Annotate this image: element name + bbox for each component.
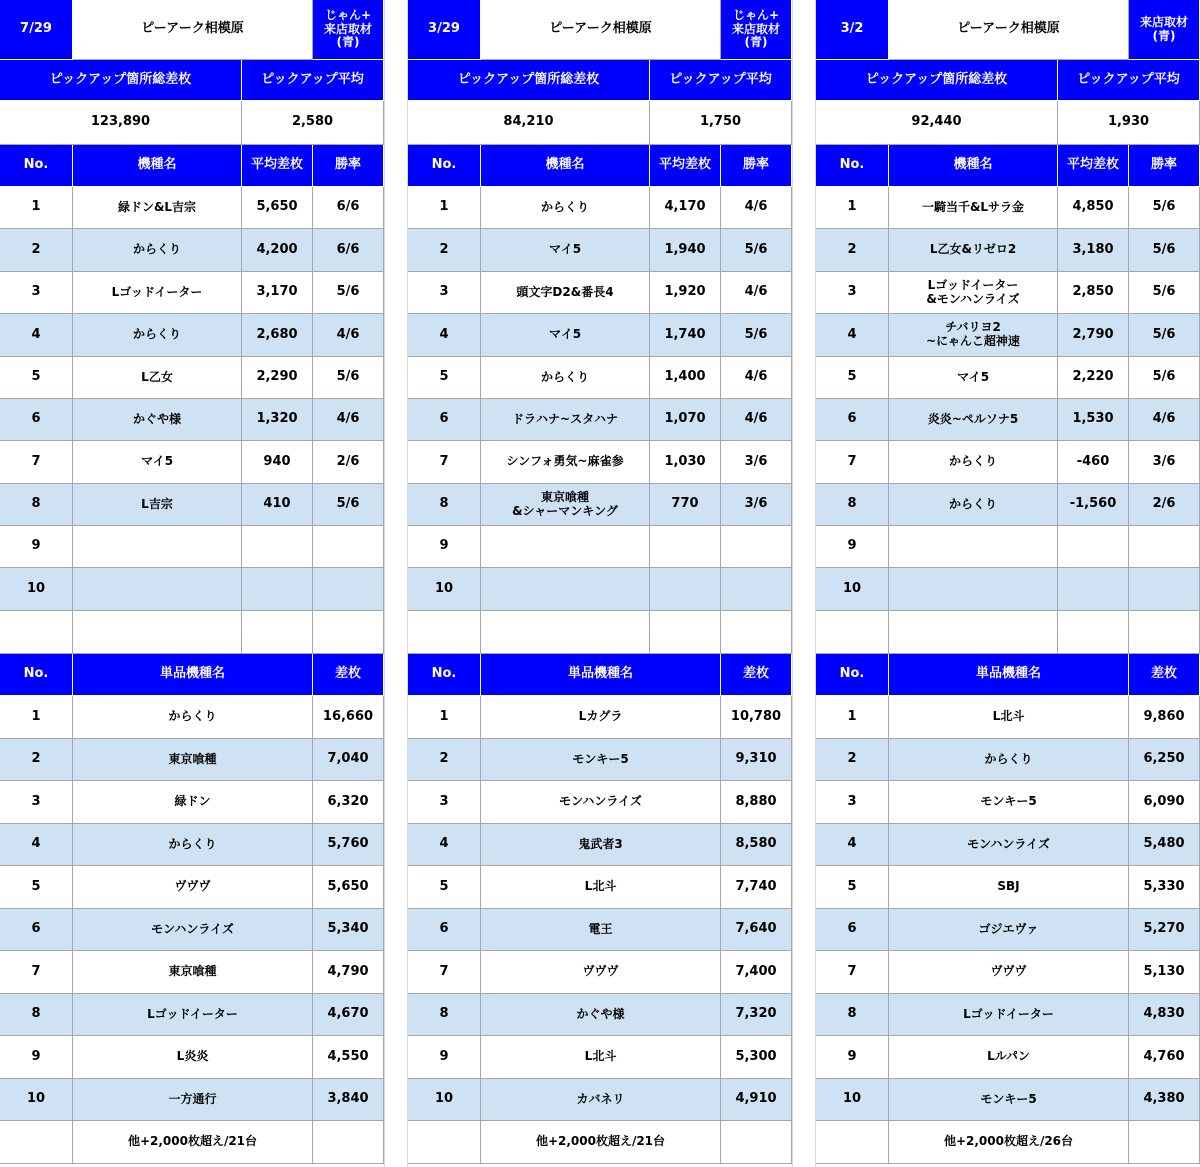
pickup-total-header: ピックアップ箇所総差枚	[816, 60, 1058, 101]
rank-no: 3	[408, 272, 481, 314]
single-model-name: ヴヴヴ	[73, 866, 313, 909]
single-diff: 6,320	[313, 781, 384, 824]
diff-header: 差枚	[721, 654, 792, 696]
avg-diff: 4,200	[242, 229, 313, 272]
spacer-cell	[889, 611, 1058, 654]
model-name: マイ5	[889, 357, 1058, 399]
pickup-avg-header: ピックアップ平均	[1058, 60, 1200, 101]
win-rate-header: 勝率	[721, 145, 792, 187]
win-rate-header: 勝率	[313, 145, 384, 187]
single-diff: 4,910	[721, 1079, 792, 1121]
win-rate: 4/6	[721, 272, 792, 314]
pickup-avg-header: ピックアップ平均	[650, 60, 792, 101]
spacer-cell	[0, 611, 73, 654]
single-no: 8	[0, 994, 73, 1036]
model-name: Lゴッドイーター &モンハンライズ	[889, 272, 1058, 314]
single-model-name: L炎炎	[73, 1036, 313, 1079]
avg-diff: -1,560	[1058, 484, 1129, 526]
avg-diff: 1,320	[242, 399, 313, 441]
single-model-name: モンキー5	[481, 739, 721, 781]
single-model-name: Lルパン	[889, 1036, 1129, 1079]
single-no: 8	[816, 994, 889, 1036]
single-no: 3	[0, 781, 73, 824]
win-rate: 3/6	[1129, 441, 1200, 484]
win-rate: 4/6	[313, 399, 384, 441]
single-no: 1	[408, 696, 481, 739]
footer-note: 他+2,000枚超え/26台	[889, 1121, 1129, 1164]
footer-note: 他+2,000枚超え/21台	[73, 1121, 313, 1164]
win-rate: 4/6	[721, 399, 792, 441]
win-rate: 4/6	[721, 187, 792, 229]
avg-diff: 940	[242, 441, 313, 484]
spacer-cell	[242, 611, 313, 654]
rank-no: 5	[0, 357, 73, 399]
single-diff: 4,790	[313, 951, 384, 994]
single-diff: 5,760	[313, 824, 384, 866]
avg-diff: 2,680	[242, 314, 313, 357]
win-rate: 4/6	[313, 314, 384, 357]
spacer-cell	[313, 611, 384, 654]
single-model-name: かぐや様	[481, 994, 721, 1036]
avg-diff: 1,400	[650, 357, 721, 399]
avg-diff: 3,180	[1058, 229, 1129, 272]
avg-diff: 1,030	[650, 441, 721, 484]
single-model-name: ヴヴヴ	[481, 951, 721, 994]
win-rate	[313, 568, 384, 611]
win-rate-header: 勝率	[1129, 145, 1200, 187]
single-model-name: カバネリ	[481, 1079, 721, 1121]
single-no: 9	[408, 1036, 481, 1079]
single-no: 8	[408, 994, 481, 1036]
single-diff: 3,840	[313, 1079, 384, 1121]
single-model-name: モンキー5	[889, 1079, 1129, 1121]
model-name: からくり	[73, 229, 242, 272]
block-separator	[384, 0, 408, 1167]
single-no: 3	[408, 781, 481, 824]
store-name: ピーアーク相模原	[889, 0, 1129, 60]
single-diff: 6,250	[1129, 739, 1200, 781]
win-rate: 5/6	[1129, 272, 1200, 314]
pickup-total-header: ピックアップ箇所総差枚	[0, 60, 242, 101]
model-name	[73, 526, 242, 568]
single-model-name: からくり	[889, 739, 1129, 781]
single-diff: 7,640	[721, 909, 792, 951]
single-model-name: モンハンライズ	[481, 781, 721, 824]
rank-no: 5	[408, 357, 481, 399]
single-model-name: SBJ	[889, 866, 1129, 909]
rank-no: 10	[816, 568, 889, 611]
model-name: 炎炎~ペルソナ5	[889, 399, 1058, 441]
single-diff: 16,660	[313, 696, 384, 739]
single-diff: 5,480	[1129, 824, 1200, 866]
win-rate	[1129, 526, 1200, 568]
single-no: 10	[0, 1079, 73, 1121]
rank-no: 2	[816, 229, 889, 272]
footer-diff-cell	[313, 1121, 384, 1164]
single-diff: 7,400	[721, 951, 792, 994]
single-model-name: Lカグラ	[481, 696, 721, 739]
single-diff: 7,740	[721, 866, 792, 909]
single-no: 4	[0, 824, 73, 866]
model-name: 頭文字D2&番長4	[481, 272, 650, 314]
avg-diff-header: 平均差枚	[650, 145, 721, 187]
single-model-name: ヴヴヴ	[889, 951, 1129, 994]
rank-no: 8	[408, 484, 481, 526]
single-no: 5	[408, 866, 481, 909]
avg-diff	[242, 526, 313, 568]
win-rate: 5/6	[721, 314, 792, 357]
win-rate	[721, 526, 792, 568]
single-diff: 5,650	[313, 866, 384, 909]
no-header: No.	[0, 654, 73, 696]
win-rate: 3/6	[721, 484, 792, 526]
model-name: マイ5	[73, 441, 242, 484]
pickup-total-value: 84,210	[408, 101, 650, 145]
rank-no: 1	[816, 187, 889, 229]
no-header: No.	[0, 145, 73, 187]
model-name: シンフォ勇気~麻雀参	[481, 441, 650, 484]
avg-diff-header: 平均差枚	[1058, 145, 1129, 187]
win-rate: 5/6	[313, 357, 384, 399]
diff-header: 差枚	[313, 654, 384, 696]
model-name: L乙女	[73, 357, 242, 399]
model-name: かぐや様	[73, 399, 242, 441]
rank-no: 4	[0, 314, 73, 357]
single-model-name: 鬼武者3	[481, 824, 721, 866]
model-name: L乙女&リゼロ2	[889, 229, 1058, 272]
rank-no: 7	[408, 441, 481, 484]
single-diff: 8,580	[721, 824, 792, 866]
pickup-total-value: 92,440	[816, 101, 1058, 145]
block-separator	[792, 0, 816, 1167]
single-diff: 5,330	[1129, 866, 1200, 909]
single-model-header: 単品機種名	[73, 654, 313, 696]
single-diff: 5,340	[313, 909, 384, 951]
single-model-name: モンキー5	[889, 781, 1129, 824]
pickup-avg-value: 2,580	[242, 101, 384, 145]
avg-diff	[242, 568, 313, 611]
model-name	[481, 568, 650, 611]
win-rate	[1129, 568, 1200, 611]
model-name: からくり	[481, 357, 650, 399]
single-no: 4	[408, 824, 481, 866]
model-name	[889, 526, 1058, 568]
rank-no: 4	[816, 314, 889, 357]
footer-diff-cell	[721, 1121, 792, 1164]
model-name: 緑ドン&L吉宗	[73, 187, 242, 229]
pickup-avg-header: ピックアップ平均	[242, 60, 384, 101]
rank-no: 8	[0, 484, 73, 526]
pickup-total-value: 123,890	[0, 101, 242, 145]
single-model-name: 一方通行	[73, 1079, 313, 1121]
win-rate: 4/6	[1129, 399, 1200, 441]
single-model-name: ゴジエヴァ	[889, 909, 1129, 951]
rank-no: 4	[408, 314, 481, 357]
single-no: 2	[0, 739, 73, 781]
single-diff: 4,380	[1129, 1079, 1200, 1121]
single-model-name: Lゴッドイーター	[73, 994, 313, 1036]
pickup-total-header: ピックアップ箇所総差枚	[408, 60, 650, 101]
model-name: 東京喰種 &シャーマンキング	[481, 484, 650, 526]
single-diff: 4,760	[1129, 1036, 1200, 1079]
rank-no: 2	[408, 229, 481, 272]
store-name: ピーアーク相模原	[73, 0, 313, 60]
win-rate: 6/6	[313, 187, 384, 229]
win-rate	[721, 568, 792, 611]
single-model-name: モンハンライズ	[889, 824, 1129, 866]
spacer-cell	[1129, 611, 1200, 654]
no-header: No.	[816, 654, 889, 696]
win-rate: 6/6	[313, 229, 384, 272]
avg-diff: 2,850	[1058, 272, 1129, 314]
pickup-avg-value: 1,930	[1058, 101, 1200, 145]
avg-diff: 2,220	[1058, 357, 1129, 399]
model-name: L吉宗	[73, 484, 242, 526]
spacer-cell	[816, 611, 889, 654]
rank-no: 1	[0, 187, 73, 229]
avg-diff: 1,740	[650, 314, 721, 357]
rank-no: 7	[0, 441, 73, 484]
single-diff: 7,040	[313, 739, 384, 781]
pickup-avg-value: 1,750	[650, 101, 792, 145]
rank-no: 8	[816, 484, 889, 526]
single-no: 10	[408, 1079, 481, 1121]
single-no: 10	[816, 1079, 889, 1121]
no-header: No.	[408, 145, 481, 187]
rank-no: 9	[0, 526, 73, 568]
date-cell: 3/29	[408, 0, 481, 60]
rank-no: 7	[816, 441, 889, 484]
spacer-cell	[1058, 611, 1129, 654]
avg-diff-header: 平均差枚	[242, 145, 313, 187]
spacer-cell	[650, 611, 721, 654]
avg-diff: 1,920	[650, 272, 721, 314]
avg-diff: 1,070	[650, 399, 721, 441]
single-model-header: 単品機種名	[481, 654, 721, 696]
single-model-name: 東京喰種	[73, 951, 313, 994]
single-model-name: からくり	[73, 824, 313, 866]
single-diff: 9,310	[721, 739, 792, 781]
single-no: 5	[816, 866, 889, 909]
avg-diff: 2,290	[242, 357, 313, 399]
footer-no-cell	[0, 1121, 73, 1164]
footer-no-cell	[408, 1121, 481, 1164]
single-model-name: L北斗	[481, 1036, 721, 1079]
win-rate: 4/6	[721, 357, 792, 399]
avg-diff: 410	[242, 484, 313, 526]
single-no: 3	[816, 781, 889, 824]
avg-diff: 3,170	[242, 272, 313, 314]
single-diff: 7,320	[721, 994, 792, 1036]
single-model-name: L北斗	[481, 866, 721, 909]
diff-header: 差枚	[1129, 654, 1200, 696]
day-block	[0, 0, 384, 1167]
model-name: マイ5	[481, 314, 650, 357]
avg-diff: 1,530	[1058, 399, 1129, 441]
model-name: チバリヨ2 ~にゃんこ超神速	[889, 314, 1058, 357]
model-header: 機種名	[889, 145, 1058, 187]
event-tag: じゃん+ 来店取材 (青)	[721, 0, 792, 60]
win-rate: 2/6	[1129, 484, 1200, 526]
avg-diff: -460	[1058, 441, 1129, 484]
single-no: 9	[816, 1036, 889, 1079]
single-diff: 10,780	[721, 696, 792, 739]
win-rate: 5/6	[1129, 187, 1200, 229]
single-no: 4	[816, 824, 889, 866]
rank-no: 6	[408, 399, 481, 441]
rank-no: 9	[816, 526, 889, 568]
model-header: 機種名	[73, 145, 242, 187]
rank-no: 2	[0, 229, 73, 272]
spacer-cell	[408, 611, 481, 654]
model-name	[481, 526, 650, 568]
model-name	[73, 568, 242, 611]
avg-diff: 5,650	[242, 187, 313, 229]
single-no: 9	[0, 1036, 73, 1079]
day-block	[408, 0, 792, 1167]
single-diff: 9,860	[1129, 696, 1200, 739]
avg-diff	[1058, 568, 1129, 611]
single-model-name: L北斗	[889, 696, 1129, 739]
single-diff: 4,550	[313, 1036, 384, 1079]
single-diff: 5,270	[1129, 909, 1200, 951]
avg-diff	[650, 568, 721, 611]
avg-diff: 4,850	[1058, 187, 1129, 229]
model-name: からくり	[889, 441, 1058, 484]
spacer-cell	[73, 611, 242, 654]
rank-no: 9	[408, 526, 481, 568]
event-tag: じゃん+ 来店取材 (青)	[313, 0, 384, 60]
win-rate: 5/6	[1129, 357, 1200, 399]
single-no: 1	[0, 696, 73, 739]
single-no: 6	[408, 909, 481, 951]
avg-diff: 4,170	[650, 187, 721, 229]
rank-no: 6	[816, 399, 889, 441]
date-cell: 7/29	[0, 0, 73, 60]
single-no: 5	[0, 866, 73, 909]
rank-no: 5	[816, 357, 889, 399]
rank-no: 10	[408, 568, 481, 611]
avg-diff	[1058, 526, 1129, 568]
win-rate	[313, 526, 384, 568]
footer-note: 他+2,000枚超え/21台	[481, 1121, 721, 1164]
no-header: No.	[816, 145, 889, 187]
rank-no: 10	[0, 568, 73, 611]
footer-no-cell	[816, 1121, 889, 1164]
rank-no: 3	[816, 272, 889, 314]
single-no: 2	[408, 739, 481, 781]
spacer-cell	[481, 611, 650, 654]
single-diff: 8,880	[721, 781, 792, 824]
avg-diff: 770	[650, 484, 721, 526]
win-rate: 5/6	[1129, 314, 1200, 357]
single-model-name: モンハンライズ	[73, 909, 313, 951]
single-no: 2	[816, 739, 889, 781]
model-name: ドラハナ~スタハナ	[481, 399, 650, 441]
single-diff: 4,670	[313, 994, 384, 1036]
model-name: マイ5	[481, 229, 650, 272]
model-name: 一騎当千&Lサラ金	[889, 187, 1058, 229]
single-model-name: Lゴッドイーター	[889, 994, 1129, 1036]
single-no: 7	[816, 951, 889, 994]
win-rate: 2/6	[313, 441, 384, 484]
day-block	[816, 0, 1200, 1167]
model-header: 機種名	[481, 145, 650, 187]
single-diff: 5,300	[721, 1036, 792, 1079]
single-diff: 5,130	[1129, 951, 1200, 994]
single-diff: 6,090	[1129, 781, 1200, 824]
win-rate: 5/6	[721, 229, 792, 272]
win-rate: 5/6	[313, 272, 384, 314]
model-name	[889, 568, 1058, 611]
single-no: 7	[408, 951, 481, 994]
model-name: からくり	[889, 484, 1058, 526]
avg-diff: 2,790	[1058, 314, 1129, 357]
model-name: からくり	[73, 314, 242, 357]
single-no: 6	[816, 909, 889, 951]
spacer-cell	[721, 611, 792, 654]
no-header: No.	[408, 654, 481, 696]
avg-diff	[650, 526, 721, 568]
avg-diff: 1,940	[650, 229, 721, 272]
win-rate: 3/6	[721, 441, 792, 484]
model-name: からくり	[481, 187, 650, 229]
single-no: 7	[0, 951, 73, 994]
win-rate: 5/6	[313, 484, 384, 526]
rank-no: 1	[408, 187, 481, 229]
single-model-name: 緑ドン	[73, 781, 313, 824]
single-no: 1	[816, 696, 889, 739]
single-model-header: 単品機種名	[889, 654, 1129, 696]
single-diff: 4,830	[1129, 994, 1200, 1036]
footer-diff-cell	[1129, 1121, 1200, 1164]
date-cell: 3/2	[816, 0, 889, 60]
rank-no: 3	[0, 272, 73, 314]
win-rate: 5/6	[1129, 229, 1200, 272]
model-name: Lゴッドイーター	[73, 272, 242, 314]
single-no: 6	[0, 909, 73, 951]
single-model-name: 電王	[481, 909, 721, 951]
store-name: ピーアーク相模原	[481, 0, 721, 60]
event-tag: 来店取材 (青)	[1129, 0, 1200, 60]
rank-no: 6	[0, 399, 73, 441]
single-model-name: からくり	[73, 696, 313, 739]
single-model-name: 東京喰種	[73, 739, 313, 781]
